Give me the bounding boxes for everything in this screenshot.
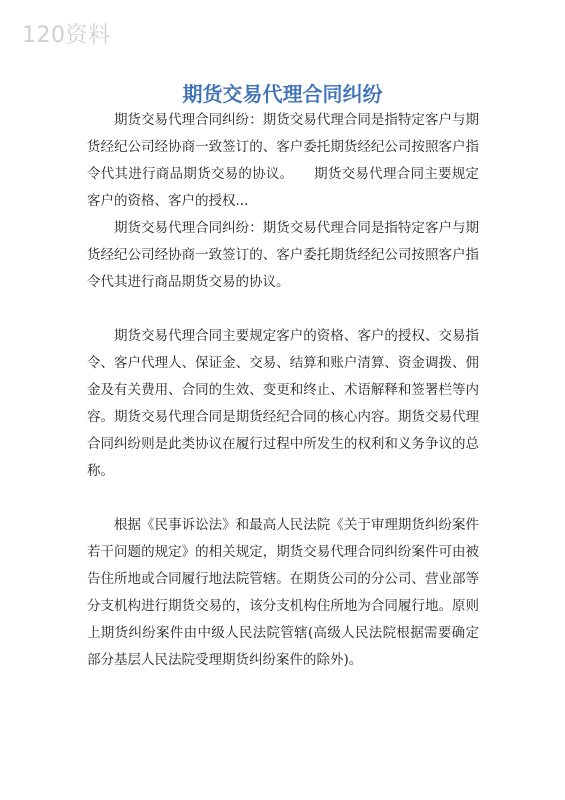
paragraph-summary: 期货交易代理合同纠纷：期货交易代理合同是指特定客户与期货经纪公司经协商一致签订的、客户委托期货经纪公司按照客户指令代其进行商品期货交易的协议。 期货交易代理合同主要规定客户的资格、客户的授权... [87,112,479,209]
document-title: 期货交易代理合同纠纷 [182,82,383,106]
paragraph-jurisdiction: 根据《民事诉讼法》和最高人民法院《关于审理期货纠纷案件若干问题的规定》的相关规定，期货交易代理合同纠纷案件可由被告住所地或合同履行地法院管辖。在期货公司的分公司、营业部等分支机构进行期货交易的，该分支机构住所地为合同履行地。原则上期货纠纷案件由中级人民法院管辖(高级人民法院根据需要确定部分基层人民法院受理期货纠纷案件的除外)。 [87,517,479,668]
paragraph-gap [87,296,479,323]
paragraph-gap [87,485,479,512]
watermark-logo: 120资料 [22,23,111,48]
paragraph-definition: 期货交易代理合同纠纷：期货交易代理合同是指特定客户与期货经纪公司经协商一致签订的、客户委托期货经纪公司按照客户指令代其进行商品期货交易的协议。 [87,220,479,290]
paragraph-contents: 期货交易代理合同主要规定客户的资格、客户的授权、交易指令、客户代理人、保证金、交易、结算和账户清算、资金调拨、佣金及有关费用、合同的生效、变更和终止、术语解释和签署栏等内容。期货交易代理合同是期货经纪合同的核心内容。期货交易代理合同纠纷则是此类协议在履行过程中所发生的权利和义务争议的总称。 [87,328,479,479]
document-body [87,107,479,674]
